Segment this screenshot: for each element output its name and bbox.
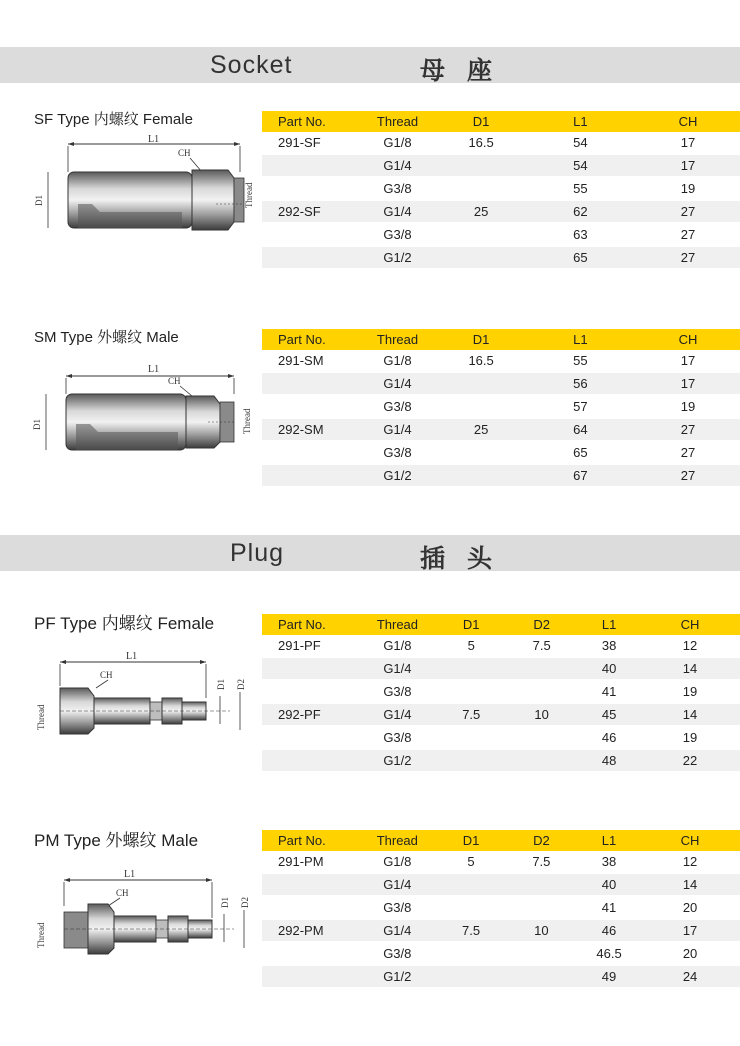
- table-cell: 10: [505, 919, 578, 942]
- table-cell: [262, 749, 357, 772]
- table-cell: G1/2: [357, 246, 437, 269]
- table-cell: 40: [578, 657, 640, 680]
- pf-type-title: PF Type 内螺纹 Female: [34, 614, 215, 633]
- table-cell: [437, 965, 504, 988]
- table-cell: 7.5: [437, 919, 504, 942]
- table-cell: 25: [438, 200, 525, 223]
- sm-socket-drawing: [30, 358, 262, 458]
- table-cell: [437, 896, 504, 919]
- table-header-row: [262, 329, 740, 350]
- column-header: Thread: [357, 329, 437, 350]
- table-cell: [262, 464, 357, 487]
- table-cell: 292-SF: [262, 200, 357, 223]
- column-header: CH: [640, 614, 740, 635]
- table-cell: [505, 873, 578, 896]
- plug-banner-title-zh: 插头: [420, 544, 515, 573]
- pm-type-title: PM Type 外螺纹 Male: [34, 831, 199, 850]
- table-cell: [438, 246, 525, 269]
- table-cell: 291-PM: [262, 851, 357, 873]
- table-cell: 291-SM: [262, 350, 357, 372]
- table-row: [262, 223, 740, 246]
- table-cell: [262, 965, 357, 988]
- table-cell: [437, 749, 505, 772]
- pf-d2-label: D2: [236, 679, 246, 690]
- column-header: CH: [636, 329, 740, 350]
- table-cell: 19: [636, 395, 740, 418]
- table-cell: G1/4: [357, 154, 437, 177]
- table-row: [262, 635, 740, 657]
- table-cell: [438, 372, 525, 395]
- table-cell: G3/8: [357, 896, 437, 919]
- table-row: [262, 657, 740, 680]
- table-cell: [262, 657, 357, 680]
- table-cell: 5: [437, 851, 504, 873]
- table-cell: [262, 395, 357, 418]
- table-cell: [437, 657, 505, 680]
- table-header-row: [262, 614, 740, 635]
- table-cell: 64: [525, 418, 636, 441]
- table-cell: G3/8: [357, 177, 437, 200]
- socket-banner-title-zh: 母座: [420, 56, 515, 85]
- pm-ch-label: CH: [116, 888, 129, 898]
- table-cell: 17: [636, 154, 740, 177]
- table-cell: 16.5: [438, 132, 525, 154]
- socket-section-banner: [0, 47, 740, 83]
- sf-thread-label: Thread: [244, 182, 254, 208]
- table-cell: G3/8: [357, 680, 437, 703]
- table-cell: 45: [578, 703, 640, 726]
- table-cell: 17: [636, 132, 740, 154]
- table-cell: [438, 395, 525, 418]
- plug-section-banner: [0, 535, 740, 571]
- table-row: [262, 177, 740, 200]
- column-header: CH: [636, 111, 740, 132]
- table-cell: G3/8: [357, 942, 437, 965]
- table-row: [262, 418, 740, 441]
- sm-spec-table: [262, 329, 740, 488]
- table-cell: [505, 749, 578, 772]
- table-row: [262, 246, 740, 269]
- table-cell: [505, 680, 578, 703]
- table-cell: 56: [525, 372, 636, 395]
- table-cell: G1/2: [357, 749, 437, 772]
- table-cell: G1/4: [357, 200, 437, 223]
- table-row: [262, 441, 740, 464]
- table-cell: 27: [636, 200, 740, 223]
- table-row: [262, 132, 740, 154]
- table-cell: [438, 177, 525, 200]
- table-cell: G1/2: [357, 965, 437, 988]
- pf-d1-label: D1: [216, 679, 226, 690]
- table-row: [262, 873, 740, 896]
- table-cell: 25: [438, 418, 525, 441]
- pf-ch-label: CH: [100, 670, 113, 680]
- table-cell: [262, 246, 357, 269]
- table-cell: 17: [636, 372, 740, 395]
- table-row: [262, 350, 740, 372]
- column-header: D1: [437, 614, 505, 635]
- table-cell: [437, 726, 505, 749]
- table-row: [262, 942, 740, 965]
- table-cell: [262, 942, 357, 965]
- table-cell: 292-SM: [262, 418, 357, 441]
- table-cell: 67: [525, 464, 636, 487]
- table-cell: 27: [636, 441, 740, 464]
- column-header: L1: [578, 830, 640, 851]
- table-cell: G1/4: [357, 919, 437, 942]
- table-cell: 292-PF: [262, 703, 357, 726]
- pf-spec-table: [262, 614, 740, 773]
- column-header: D1: [438, 111, 525, 132]
- table-cell: 46: [578, 919, 640, 942]
- column-header: L1: [525, 111, 636, 132]
- table-cell: 291-SF: [262, 132, 357, 154]
- pm-thread-label: Thread: [36, 922, 46, 948]
- table-cell: 20: [640, 942, 740, 965]
- table-cell: [438, 154, 525, 177]
- sm-thread-label: Thread: [242, 408, 252, 434]
- table-cell: 63: [525, 223, 636, 246]
- table-cell: G1/8: [357, 350, 437, 372]
- table-cell: 54: [525, 154, 636, 177]
- column-header: D1: [437, 830, 504, 851]
- table-cell: [262, 680, 357, 703]
- table-cell: 17: [640, 919, 740, 942]
- sm-ch-label: CH: [168, 376, 181, 386]
- sf-type-title: SF Type 内螺纹 Female: [34, 111, 193, 128]
- sm-l1-label: L1: [148, 364, 160, 375]
- socket-banner-title: Socket: [210, 51, 293, 79]
- pf-thread-label: Thread: [36, 704, 46, 730]
- table-cell: 62: [525, 200, 636, 223]
- pf-plug-drawing: [30, 648, 262, 748]
- table-cell: G1/4: [357, 372, 437, 395]
- table-cell: 7.5: [505, 851, 578, 873]
- table-row: [262, 726, 740, 749]
- table-cell: [262, 896, 357, 919]
- column-header: Part No.: [262, 111, 357, 132]
- table-row: [262, 464, 740, 487]
- pf-l1-label: L1: [126, 651, 138, 662]
- table-cell: 57: [525, 395, 636, 418]
- table-cell: [262, 223, 357, 246]
- column-header: Thread: [357, 111, 437, 132]
- sf-d1-label: D1: [34, 195, 44, 206]
- table-cell: [262, 441, 357, 464]
- sf-socket-drawing: [30, 132, 262, 232]
- table-cell: 27: [636, 246, 740, 269]
- table-cell: G3/8: [357, 726, 437, 749]
- table-cell: [262, 177, 357, 200]
- table-cell: 19: [636, 177, 740, 200]
- table-header-row: [262, 111, 740, 132]
- table-cell: [505, 726, 578, 749]
- table-cell: 5: [437, 635, 505, 657]
- table-cell: 14: [640, 703, 740, 726]
- pm-spec-table: [262, 830, 740, 989]
- table-cell: 27: [636, 223, 740, 246]
- column-header: L1: [525, 329, 636, 350]
- column-header: D1: [438, 329, 525, 350]
- table-cell: 10: [505, 703, 578, 726]
- table-cell: 38: [578, 635, 640, 657]
- table-cell: 41: [578, 680, 640, 703]
- table-cell: [438, 441, 525, 464]
- table-cell: 48: [578, 749, 640, 772]
- table-row: [262, 680, 740, 703]
- table-cell: G3/8: [357, 223, 437, 246]
- column-header: Thread: [357, 614, 437, 635]
- table-row: [262, 154, 740, 177]
- table-row: [262, 919, 740, 942]
- table-cell: 19: [640, 680, 740, 703]
- table-cell: G3/8: [357, 395, 437, 418]
- column-header: CH: [640, 830, 740, 851]
- pm-plug-drawing: [30, 866, 262, 966]
- column-header: D2: [505, 830, 578, 851]
- table-row: [262, 372, 740, 395]
- table-cell: [505, 942, 578, 965]
- table-cell: 12: [640, 851, 740, 873]
- table-cell: G3/8: [357, 441, 437, 464]
- table-row: [262, 395, 740, 418]
- table-cell: [262, 726, 357, 749]
- table-cell: 7.5: [437, 703, 505, 726]
- table-cell: 291-PF: [262, 635, 357, 657]
- sf-l1-label: L1: [148, 134, 160, 145]
- table-row: [262, 965, 740, 988]
- table-cell: G1/8: [357, 851, 437, 873]
- sm-d1-label: D1: [32, 419, 42, 430]
- table-cell: [505, 657, 578, 680]
- table-cell: 27: [636, 418, 740, 441]
- pm-d2-label: D2: [240, 897, 250, 908]
- table-cell: 12: [640, 635, 740, 657]
- table-cell: [438, 223, 525, 246]
- sf-ch-label: CH: [178, 148, 191, 158]
- table-cell: 54: [525, 132, 636, 154]
- table-cell: 65: [525, 246, 636, 269]
- table-cell: [437, 873, 504, 896]
- table-cell: 14: [640, 657, 740, 680]
- table-cell: G1/8: [357, 132, 437, 154]
- table-cell: 55: [525, 350, 636, 372]
- table-cell: G1/8: [357, 635, 437, 657]
- plug-banner-title: Plug: [230, 539, 285, 567]
- table-cell: 24: [640, 965, 740, 988]
- column-header: Thread: [357, 830, 437, 851]
- table-row: [262, 200, 740, 223]
- table-cell: 49: [578, 965, 640, 988]
- column-header: D2: [505, 614, 578, 635]
- table-row: [262, 851, 740, 873]
- table-cell: [262, 372, 357, 395]
- table-cell: 16.5: [438, 350, 525, 372]
- table-cell: 40: [578, 873, 640, 896]
- table-cell: 292-PM: [262, 919, 357, 942]
- table-row: [262, 749, 740, 772]
- table-row: [262, 896, 740, 919]
- sf-spec-table: [262, 111, 740, 270]
- table-cell: [437, 680, 505, 703]
- table-cell: G1/4: [357, 418, 437, 441]
- table-cell: 14: [640, 873, 740, 896]
- table-cell: 41: [578, 896, 640, 919]
- table-cell: G1/4: [357, 657, 437, 680]
- table-cell: G1/4: [357, 873, 437, 896]
- column-header: Part No.: [262, 614, 357, 635]
- column-header: Part No.: [262, 329, 357, 350]
- pm-d1-label: D1: [220, 897, 230, 908]
- pm-l1-label: L1: [124, 869, 136, 880]
- table-cell: 46: [578, 726, 640, 749]
- table-cell: 27: [636, 464, 740, 487]
- table-cell: 7.5: [505, 635, 578, 657]
- table-cell: [437, 942, 504, 965]
- table-cell: [262, 873, 357, 896]
- table-cell: 38: [578, 851, 640, 873]
- table-cell: [438, 464, 525, 487]
- column-header: L1: [578, 614, 640, 635]
- column-header: Part No.: [262, 830, 357, 851]
- table-cell: 55: [525, 177, 636, 200]
- table-cell: G1/2: [357, 464, 437, 487]
- table-cell: 20: [640, 896, 740, 919]
- table-cell: [505, 965, 578, 988]
- table-cell: 17: [636, 350, 740, 372]
- table-row: [262, 703, 740, 726]
- table-cell: G1/4: [357, 703, 437, 726]
- sm-type-title: SM Type 外螺纹 Male: [34, 329, 179, 346]
- table-header-row: [262, 830, 740, 851]
- table-cell: 65: [525, 441, 636, 464]
- table-cell: 19: [640, 726, 740, 749]
- table-cell: [505, 896, 578, 919]
- table-cell: [262, 154, 357, 177]
- table-cell: 46.5: [578, 942, 640, 965]
- table-cell: 22: [640, 749, 740, 772]
